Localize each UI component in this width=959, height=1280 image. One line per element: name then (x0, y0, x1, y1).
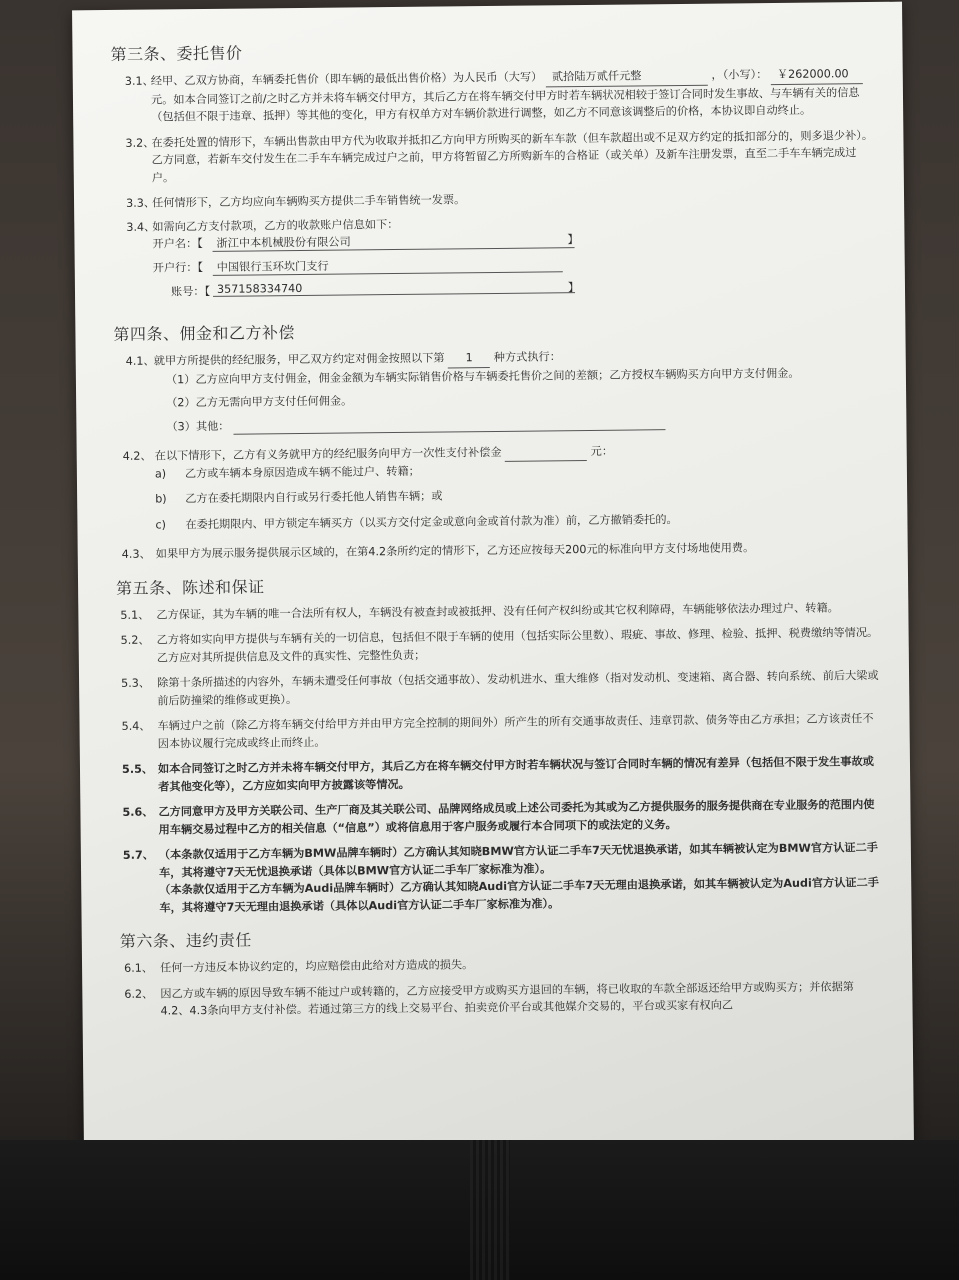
clause-text-audi: （本条款仅适用于乙方车辆为Audi品牌车辆时）乙方确认其知晓Audi官方认证二手车7天无理由退换承诺，如其车辆被认定为Audi官方认证二手车，其将遵守7天无理由退换承诺（具体以Audi官方认证二手车厂家标准为准）。 (159, 875, 879, 915)
contract-page (72, 2, 914, 1153)
field-value: 浙江中本机械股份有限公司 (212, 231, 574, 252)
clause-text: 除第十条所描述的内容外，车辆未遭受任何事故（包括交通事故）、发动机进水、重大维修（指对发动机、变速箱、离合器、转向系统、前后大梁或前后防撞梁的维修或更换）。 (157, 668, 879, 708)
option-1: （1）乙方应向甲方支付佣金，佣金金额为车辆实际销售价格与车辆委托售价之间的差额；乙方授权车辆购买方向甲方支付佣金。 (165, 366, 800, 386)
clause-text: 乙方同意甲方及甲方关联公司、生产厂商及其关联公司、品牌网络成员或上述公司委托为其或为乙方提供服务的服务提供商在专业服务的范围内使用车辆交易过程中乙方的相关信息（“信息”）或将信息用于客户服务或履行本合同项下的或法定的义务。 (158, 798, 875, 837)
article-6-title: 第六条、违约责任 (119, 930, 252, 951)
clause-number: 5.4、 (121, 719, 151, 733)
clause-number: 6.2、 (124, 987, 154, 1001)
clause-text: 如本合同签订之时乙方并未将车辆交付甲方，其后乙方在将车辆交付甲方时若车辆状况与签订合同时车辆的情况有差异（包括但不限于发生事故或者其他变化等），乙方应如实向甲方披露该等情况。 (157, 755, 875, 794)
clause-number: 4.1、 (125, 354, 155, 368)
clause-number: 5.2、 (120, 633, 150, 647)
item-text: 乙方在委托期限内自行或另行委托他人销售车辆；或 (185, 489, 443, 506)
clause-text: 元。如本合同签订之前/之时乙方并未将车辆交付甲方，其后乙方在将车辆交付甲方时若车辆状况相较于签订合同时发生事故、与车辆有关的信息（包括但不限于违章、抵押）等其他的变化，甲方有权单方对车辆价款进行调整，如乙方不同意该调整后的价格，本协议即自动终止。 (150, 85, 860, 124)
article-3-title: 第三条、委托售价 (110, 43, 243, 64)
clause-text: 因乙方或车辆的原因导致车辆不能过户或转籍的，乙方应接受甲方或购买方退回的车辆，将已收取的车款全部返还给甲方或购买方；并依据第4.2、4.3条向甲方支付补偿。若通过第三方的线上交易平台、拍卖竞价平台或其他媒介交易的，平台或买家有权向乙 (160, 979, 855, 1018)
clause-text: 就甲方所提供的经纪服务，甲乙双方约定对佣金按照以下第 (153, 351, 445, 368)
compensation-blank (505, 446, 587, 462)
clause-text: 乙方将如实向甲方提供与车辆有关的一切信息，包括但不限于车辆的使用（包括实际公里数）、瑕疵、事故、修理、检验、抵押、税费缴纳等情况。乙方应对其所提供信息及文件的真实性、完整性负责； (156, 625, 879, 665)
article-4-title: 第四条、佣金和乙方补偿 (113, 323, 296, 344)
item-marker: a) (154, 466, 167, 481)
clause-text: 元： (590, 444, 614, 458)
clause-text: 种方式执行： (493, 350, 561, 364)
clause-text: 在以下情形下，乙方有义务就甲方的经纪服务向甲方一次性支付补偿金 (154, 445, 502, 463)
bracket: 】 (567, 233, 579, 247)
clause-6-2 (120, 977, 882, 1020)
price-in-words: 贰拾陆万贰仟元整 (546, 67, 708, 87)
field-label: 开户名：【 (152, 237, 203, 251)
clause-number: 3.1、 (124, 74, 154, 88)
field-label: 账号：【 (170, 284, 211, 299)
field-label: 开户行：【 (152, 261, 204, 275)
clause-number: 5.5、 (121, 762, 154, 776)
clause-text: 任何情形下，乙方均应向车辆购买方提供二手车销售统一发票。 (151, 193, 466, 210)
clause-3-2 (111, 126, 874, 186)
clause-number: 6.1、 (124, 961, 154, 975)
option-2: （2）乙方无需向甲方支付任何佣金。 (166, 394, 353, 410)
article-5-title: 第五条、陈述和保证 (115, 576, 265, 598)
dark-fabric-background (0, 1140, 959, 1280)
clause-number: 3.3、 (125, 196, 156, 210)
field-value: 357158334740 (213, 279, 575, 297)
clause-text: ，（小写）： (711, 68, 768, 82)
contract-content (110, 34, 882, 1020)
clause-text-bmw: （本条款仅适用于乙方车辆为BMW品牌车辆时）乙方确认其知晓BMW官方认证二手车7天无忧退换承诺，如其车辆被认定为BMW官方认证二手车，其将遵守7天无忧退换承诺（具体以BMW官方认证二手车厂家标准为准）。 (158, 840, 879, 880)
item-marker: c) (155, 517, 167, 532)
clause-number: 3.2、 (125, 136, 155, 150)
price-in-figures: ￥262000.00 (771, 65, 863, 84)
option-3-label: （3）其他： (166, 419, 230, 433)
option-choice: 1 (448, 349, 490, 368)
clause-text: 如需向乙方支付款项，乙方的收款账户信息如下： (152, 217, 399, 234)
clause-text: 经甲、乙双方协商，车辆委托售价（即车辆的最低出售价格）为人民币（大写） (150, 70, 543, 88)
clause-number: 5.3、 (121, 676, 151, 690)
clause-number: 3.4、 (126, 220, 156, 234)
clause-number: 4.3、 (121, 547, 151, 561)
clause-text: 如果甲方为展示服务提供展示区域的，在第4.2条所约定的情形下，乙方还应按每天200元的标准向甲方支付场地使用费。 (155, 541, 755, 561)
item-text: 乙方或车辆本身原因造成车辆不能过户、转籍； (184, 464, 420, 480)
clause-text: 任何一方违反本协议约定的，均应赔偿由此给对方造成的损失。 (160, 958, 474, 975)
bracket: 】 (567, 281, 580, 295)
clause-text: 在委托处置的情形下，车辆出售款由甲方代为收取并抵扣乙方向甲方所购买的新车车款（但车款超出或不足双方约定的抵扣部分的，则多退少补）。乙方同意，若新车交付发生在二手车车辆完成过户之前，甲方将暂留乙方所购新车的合格证（或关单）及新车注册发票，直至二手车车辆完成过户。 (151, 128, 874, 185)
item-marker: b) (155, 492, 167, 506)
clause-number: 4.2、 (122, 449, 152, 463)
item-text: 在委托期限内、甲方锁定车辆买方（以买方交付定金或意向金或首付款为准）前，乙方撤销委托的。 (185, 512, 678, 531)
clause-5-7 (119, 839, 882, 917)
clause-text: 车辆过户之前（除乙方将车辆交付给甲方并由甲方完全控制的期间外）所产生的所有交通事故责任、违章罚款、债务等由乙方承担；乙方该责任不因本协议履行完成或终止而终止。 (157, 712, 874, 751)
clause-text: 乙方保证，其为车辆的唯一合法所有权人，车辆没有被查封或被抵押、没有任何产权纠纷或其它权利障碍，车辆能够依法办理过户、转籍。 (156, 600, 839, 622)
clause-3-1 (111, 65, 874, 126)
clause-number: 5.6、 (122, 805, 154, 819)
clause-number: 5.1、 (120, 608, 150, 622)
field-value: 中国银行玉环坎门支行 (213, 255, 563, 276)
clause-number: 5.7、 (122, 848, 154, 862)
